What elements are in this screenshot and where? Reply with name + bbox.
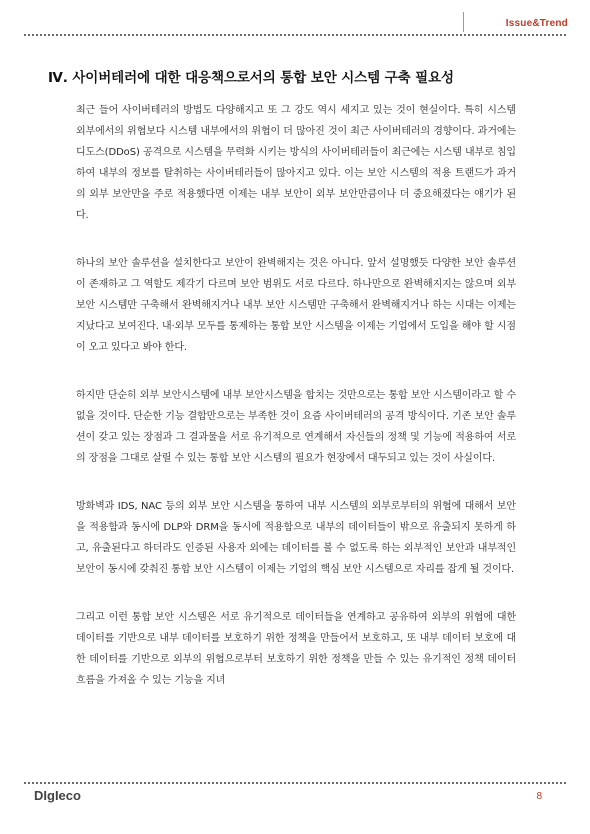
footer-rule: [24, 782, 566, 784]
page-number: 8: [536, 791, 542, 802]
section-title: Ⅳ. 사이버테러에 대한 대응책으로서의 통합 보안 시스템 구축 필요성: [48, 70, 454, 86]
paragraph-2: 하나의 보안 솔루션을 설치한다고 보안이 완벽해지는 것은 아니다. 앞서 설명했듯 다양한 보안 솔루션이 존재하고 그 역할도 제각기 다르며 보안 범위도 서로 다르다. 하나만으로 완벽해지지는 않으며 외부 보안 시스템만 구축해서 완벽해지거나 내부 보안 시스템만 구축해서 완벽해지거나 하는 시대는 이제는 지났다고 보여진다. 내·외부 모두를 통제하는 통합 보안 시스템을 이제는 기업에서 도입을 해야 할 시점이 오고 있다고 봐야 한다.: [76, 258, 516, 353]
digieco-logo: DIgIeco: [34, 788, 81, 803]
paragraph-5: 그리고 이런 통합 보안 시스템은 서로 유기적으로 데이터들을 연계하고 공유하여 외부의 위협에 대한 데이터를 기반으로 내부 데이터를 보호하기 위한 정책을 만들어서 보호하고, 또 내부 데이터 보호에 대한 데이터를 기반으로 외부의 위협으로부터 보호하기 위한 정책을 만들 수 있는 유기적인 정책 데이터 흐름을 가져올 수 있는 기능을 지녀: [76, 612, 516, 686]
header-divider: [463, 12, 464, 32]
paragraph-1: 최근 들어 사이버테러의 방법도 다양해지고 또 그 강도 역시 세지고 있는 것이 현실이다. 특히 시스템 외부에서의 위협보다 시스템 내부에서의 위협이 더 많아진 것이 최근 사이버테러의 경향이다. 과거에는 디도스(DDoS) 공격으로 시스템을 무력화 시키는 방식의 사이버테러들이 최근에는 시스템 내부로 침입하여 내부의 정보를 탈취하는 사이버테러들이 많아지고 있다. 이는 보안 시스템의 적용 트랜드가 과거의 외부 보안만을 주로 적용했다면 이제는 내부 보안이 외부 보안만큼이나 더 중요해졌다는 얘기가 된다.: [76, 105, 516, 221]
header-tag: Issue&Trend: [505, 18, 568, 29]
paragraph-4: 방화벽과 IDS, NAC 등의 외부 보안 시스템을 통하여 내부 시스템의 외부로부터의 위협에 대해서 보안을 적용함과 동시에 DLP와 DRM을 동시에 적용함으로 내부의 데이터들이 밖으로 유출되지 못하게 하고, 유출된다고 하더라도 인증된 사용자 외에는 데이터를 볼 수 없도록 하는 외부적인 보안과 내부적인 보안이 동시에 갖춰진 통합 보안 시스템이 이제는 기업의 핵심 보안 시스템으로 자리를 잡게 될 것이다.: [76, 501, 516, 575]
header-rule: [24, 34, 566, 36]
body-content: [76, 100, 516, 718]
paragraph-3: 하지만 단순히 외부 보안시스템에 내부 보안시스템을 합치는 것만으로는 통합 보안 시스템이라고 할 수 없을 것이다. 단순한 기능 결합만으로는 부족한 것이 요즘 사이버테러의 공격 방식이다. 기존 보안 솔루션이 갖고 있는 장점과 그 결과물을 서로 유기적으로 연계해서 자신들의 정책 및 기능에 적용하여 서로의 장점을 그대로 살릴 수 있는 통합 보안 시스템의 필요가 현장에서 대두되고 있는 것이 사실이다.: [76, 390, 516, 464]
